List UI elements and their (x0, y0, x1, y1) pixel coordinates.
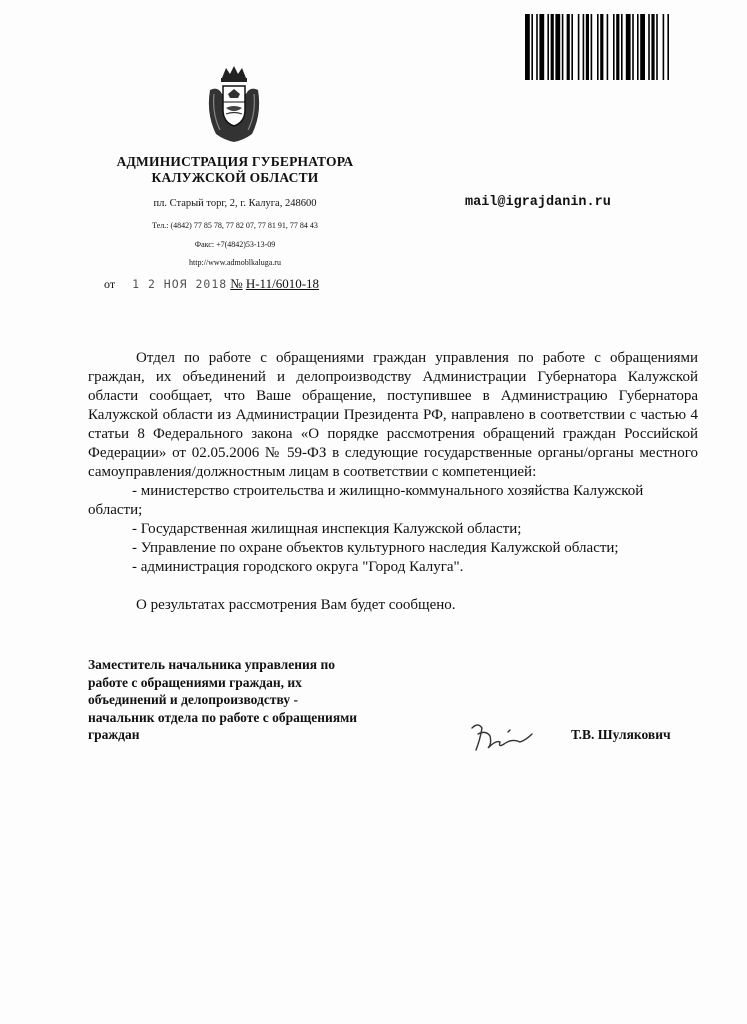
barcode-bar (616, 14, 619, 80)
signatory-title-line: объединений и делопроизводству - (88, 692, 298, 707)
barcode-bar (531, 14, 533, 80)
barcode-bar (651, 14, 654, 80)
signatory-title-line: работе с обращениями граждан, их (88, 674, 302, 690)
barcode-bar (536, 14, 538, 80)
number-prefix: № (230, 276, 243, 291)
recipient-email: mail@igrajdanin.ru (465, 195, 611, 210)
barcode-bar (613, 14, 615, 80)
barcode-bar (547, 14, 549, 80)
signatory-title-line: Заместитель начальника управления по (88, 657, 336, 672)
list-item: - Государственная жилищная инспекция Калужской области; (132, 521, 522, 537)
barcode-bar (621, 14, 623, 80)
organization-name (60, 154, 410, 186)
barcode-bar (583, 14, 585, 80)
barcode-bar (597, 14, 599, 80)
signer-name: Т.В. Шулякович (571, 727, 671, 742)
organization-name-line2: КАЛУЖСКОЙ ОБЛАСТИ (151, 170, 319, 185)
letter-body (88, 349, 698, 615)
barcode-bar (667, 14, 669, 80)
barcode-bar (551, 14, 554, 80)
document-number (230, 276, 319, 291)
barcode-bar (637, 14, 639, 80)
barcode-bar (562, 14, 564, 80)
handwritten-signature (468, 720, 538, 756)
from-label: от (104, 277, 116, 291)
barcode-bar (571, 14, 573, 80)
barcode (525, 14, 708, 80)
barcode-bar (607, 14, 609, 80)
barcode-bar (640, 14, 645, 80)
barcode-bar (567, 14, 570, 80)
barcode-bar (656, 14, 658, 80)
barcode-bar (525, 14, 530, 80)
coat-of-arms-icon (204, 64, 264, 144)
list-item: - министерство строительства и жилищно-коммунального хозяйства Калужской области; (88, 483, 644, 518)
organization-name-line1: АДМИНИСТРАЦИЯ ГУБЕРНАТОРА (116, 154, 354, 169)
body-intro: Отдел по работе с обращениями граждан управления по работе с обращениями граждан, их объединений и делопроизводству Администрации Губернатора Калужской области сообщает, что Ваше обращение, поступившее в Администрацию Губернатора Калужской области из Администрации Президента РФ, направлено в соответствии с частью 4 статьи 8 Федерального закона «О порядке рассмотрения обращений граждан Российской Федерации» от 02.05.2006 № 59-ФЗ в следующие государственные органы/органы местного самоуправления/должностным лицам в соответствии с компетенцией: (88, 350, 698, 480)
organization-phones: Тел.: (4842) 77 85 78, 77 82 07, 77 81 91, 77 84 43 (152, 221, 318, 230)
registration-row (104, 276, 319, 296)
barcode-bar (632, 14, 634, 80)
list-item: - Управление по охране объектов культурного наследия Калужской области; (132, 540, 619, 556)
signatory-title (88, 656, 428, 744)
signatory-title-line: граждан (88, 727, 140, 742)
date-stamp: 1 2 НОЯ 2018 (132, 277, 228, 291)
barcode-bar (591, 14, 593, 80)
body-result: О результатах рассмотрения Вам будет сообщено. (136, 597, 456, 613)
barcode-bar (586, 14, 589, 80)
signatory-title-line: начальник отдела по работе с обращениями (88, 709, 358, 725)
organization-address: пл. Старый торг, 2, г. Калуга, 248600 (153, 198, 317, 209)
barcode-bar (663, 14, 665, 80)
barcode-bar (539, 14, 544, 80)
barcode-bar (578, 14, 580, 80)
barcode-bar (626, 14, 631, 80)
number-value: Н-11/6010-18 (245, 276, 320, 291)
list-item: - администрация городского округа "Город Калуга". (132, 559, 464, 575)
barcode-bar (600, 14, 603, 80)
organization-fax: Факс: +7(4842)53-13-09 (194, 240, 276, 249)
barcode-bar (555, 14, 560, 80)
barcode-bar (648, 14, 650, 80)
organization-website: http://www.admoblkaluga.ru (189, 258, 281, 267)
